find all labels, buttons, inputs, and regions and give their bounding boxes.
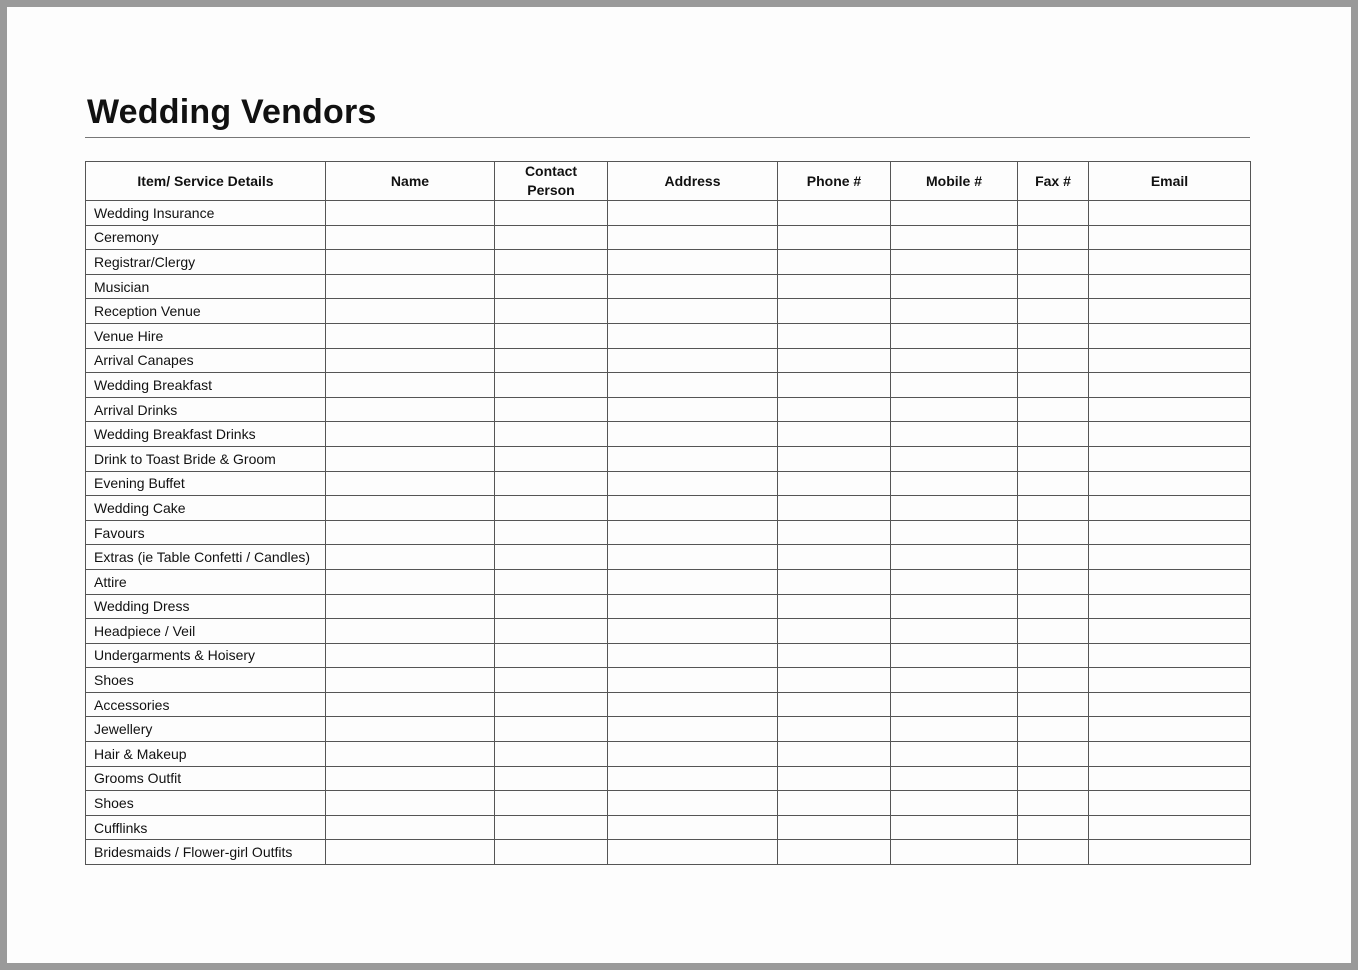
table-row bbox=[86, 397, 1251, 422]
table-row bbox=[86, 299, 1251, 324]
empty-cell[interactable] bbox=[1089, 422, 1251, 447]
empty-cell[interactable] bbox=[495, 373, 608, 398]
empty-cell[interactable] bbox=[326, 619, 495, 644]
empty-cell[interactable] bbox=[326, 496, 495, 521]
empty-cell[interactable] bbox=[778, 717, 891, 742]
empty-cell[interactable] bbox=[891, 815, 1018, 840]
empty-cell[interactable] bbox=[495, 496, 608, 521]
empty-cell[interactable] bbox=[1018, 496, 1089, 521]
empty-cell[interactable] bbox=[1018, 594, 1089, 619]
empty-cell[interactable] bbox=[891, 742, 1018, 767]
empty-cell[interactable] bbox=[778, 692, 891, 717]
item-cell: Evening Buffet bbox=[86, 471, 326, 496]
page-title: Wedding Vendors bbox=[87, 93, 377, 131]
empty-cell[interactable] bbox=[891, 225, 1018, 250]
empty-cell[interactable] bbox=[778, 545, 891, 570]
empty-cell[interactable] bbox=[608, 446, 778, 471]
table-row bbox=[86, 471, 1251, 496]
empty-cell[interactable] bbox=[891, 643, 1018, 668]
item-cell: Arrival Drinks bbox=[86, 397, 326, 422]
empty-cell[interactable] bbox=[495, 742, 608, 767]
empty-cell[interactable] bbox=[891, 201, 1018, 226]
column-header: Address bbox=[608, 162, 778, 201]
empty-cell[interactable] bbox=[891, 373, 1018, 398]
empty-cell[interactable] bbox=[608, 569, 778, 594]
empty-cell[interactable] bbox=[1089, 791, 1251, 816]
empty-cell[interactable] bbox=[778, 496, 891, 521]
empty-cell[interactable] bbox=[495, 569, 608, 594]
empty-cell[interactable] bbox=[608, 496, 778, 521]
empty-cell[interactable] bbox=[495, 840, 608, 865]
table-row bbox=[86, 692, 1251, 717]
empty-cell[interactable] bbox=[608, 766, 778, 791]
item-cell: Wedding Breakfast bbox=[86, 373, 326, 398]
empty-cell[interactable] bbox=[891, 766, 1018, 791]
empty-cell[interactable] bbox=[1018, 766, 1089, 791]
column-header: Contact Person bbox=[495, 162, 608, 201]
empty-cell[interactable] bbox=[326, 742, 495, 767]
table-row bbox=[86, 496, 1251, 521]
item-cell: Wedding Dress bbox=[86, 594, 326, 619]
empty-cell[interactable] bbox=[1089, 692, 1251, 717]
empty-cell[interactable] bbox=[608, 397, 778, 422]
empty-cell[interactable] bbox=[1018, 471, 1089, 496]
empty-cell[interactable] bbox=[891, 569, 1018, 594]
empty-cell[interactable] bbox=[1018, 348, 1089, 373]
empty-cell[interactable] bbox=[495, 422, 608, 447]
empty-cell[interactable] bbox=[891, 250, 1018, 275]
empty-cell[interactable] bbox=[608, 594, 778, 619]
empty-cell[interactable] bbox=[1018, 717, 1089, 742]
empty-cell[interactable] bbox=[608, 250, 778, 275]
empty-cell[interactable] bbox=[778, 766, 891, 791]
column-header: Fax # bbox=[1018, 162, 1089, 201]
item-cell: Venue Hire bbox=[86, 323, 326, 348]
empty-cell[interactable] bbox=[1089, 446, 1251, 471]
empty-cell[interactable] bbox=[1089, 323, 1251, 348]
table-row bbox=[86, 422, 1251, 447]
empty-cell[interactable] bbox=[778, 471, 891, 496]
empty-cell[interactable] bbox=[495, 766, 608, 791]
empty-cell[interactable] bbox=[1089, 668, 1251, 693]
empty-cell[interactable] bbox=[778, 815, 891, 840]
empty-cell[interactable] bbox=[778, 840, 891, 865]
empty-cell[interactable] bbox=[495, 348, 608, 373]
empty-cell[interactable] bbox=[326, 840, 495, 865]
empty-cell[interactable] bbox=[778, 619, 891, 644]
empty-cell[interactable] bbox=[1089, 520, 1251, 545]
item-cell: Hair & Makeup bbox=[86, 742, 326, 767]
empty-cell[interactable] bbox=[778, 791, 891, 816]
table-header-row bbox=[86, 162, 1251, 201]
empty-cell[interactable] bbox=[891, 496, 1018, 521]
item-cell: Shoes bbox=[86, 791, 326, 816]
empty-cell[interactable] bbox=[326, 815, 495, 840]
item-cell: Favours bbox=[86, 520, 326, 545]
table-row bbox=[86, 373, 1251, 398]
item-cell: Bridesmaids / Flower-girl Outfits bbox=[86, 840, 326, 865]
empty-cell[interactable] bbox=[326, 471, 495, 496]
empty-cell[interactable] bbox=[1089, 225, 1251, 250]
empty-cell[interactable] bbox=[891, 471, 1018, 496]
empty-cell[interactable] bbox=[1018, 250, 1089, 275]
empty-cell[interactable] bbox=[608, 299, 778, 324]
column-header: Item/ Service Details bbox=[86, 162, 326, 201]
empty-cell[interactable] bbox=[1018, 446, 1089, 471]
empty-cell[interactable] bbox=[495, 815, 608, 840]
empty-cell[interactable] bbox=[608, 520, 778, 545]
table-row bbox=[86, 619, 1251, 644]
item-cell: Wedding Insurance bbox=[86, 201, 326, 226]
item-cell: Wedding Breakfast Drinks bbox=[86, 422, 326, 447]
empty-cell[interactable] bbox=[1018, 323, 1089, 348]
empty-cell[interactable] bbox=[495, 201, 608, 226]
empty-cell[interactable] bbox=[1018, 225, 1089, 250]
empty-cell[interactable] bbox=[326, 373, 495, 398]
empty-cell[interactable] bbox=[1089, 250, 1251, 275]
table-row bbox=[86, 545, 1251, 570]
empty-cell[interactable] bbox=[1089, 496, 1251, 521]
empty-cell[interactable] bbox=[891, 274, 1018, 299]
table-row bbox=[86, 766, 1251, 791]
empty-cell[interactable] bbox=[891, 840, 1018, 865]
empty-cell[interactable] bbox=[326, 791, 495, 816]
table-row bbox=[86, 742, 1251, 767]
item-cell: Attire bbox=[86, 569, 326, 594]
item-cell: Registrar/Clergy bbox=[86, 250, 326, 275]
empty-cell[interactable] bbox=[608, 668, 778, 693]
empty-cell[interactable] bbox=[608, 471, 778, 496]
empty-cell[interactable] bbox=[891, 692, 1018, 717]
empty-cell[interactable] bbox=[891, 422, 1018, 447]
empty-cell[interactable] bbox=[1089, 742, 1251, 767]
item-cell: Drink to Toast Bride & Groom bbox=[86, 446, 326, 471]
empty-cell[interactable] bbox=[326, 717, 495, 742]
empty-cell[interactable] bbox=[1018, 815, 1089, 840]
empty-cell[interactable] bbox=[326, 225, 495, 250]
item-cell: Arrival Canapes bbox=[86, 348, 326, 373]
empty-cell[interactable] bbox=[495, 594, 608, 619]
vendors-table bbox=[85, 161, 1251, 865]
table-row bbox=[86, 840, 1251, 865]
empty-cell[interactable] bbox=[326, 274, 495, 299]
empty-cell[interactable] bbox=[891, 397, 1018, 422]
empty-cell[interactable] bbox=[326, 668, 495, 693]
empty-cell[interactable] bbox=[1018, 791, 1089, 816]
empty-cell[interactable] bbox=[1018, 201, 1089, 226]
empty-cell[interactable] bbox=[608, 373, 778, 398]
empty-cell[interactable] bbox=[778, 520, 891, 545]
empty-cell[interactable] bbox=[1089, 299, 1251, 324]
empty-cell[interactable] bbox=[326, 201, 495, 226]
empty-cell[interactable] bbox=[778, 373, 891, 398]
empty-cell[interactable] bbox=[778, 348, 891, 373]
empty-cell[interactable] bbox=[778, 594, 891, 619]
empty-cell[interactable] bbox=[1089, 840, 1251, 865]
empty-cell[interactable] bbox=[608, 422, 778, 447]
empty-cell[interactable] bbox=[495, 299, 608, 324]
empty-cell[interactable] bbox=[1089, 373, 1251, 398]
empty-cell[interactable] bbox=[778, 201, 891, 226]
empty-cell[interactable] bbox=[495, 692, 608, 717]
empty-cell[interactable] bbox=[1089, 471, 1251, 496]
empty-cell[interactable] bbox=[326, 594, 495, 619]
empty-cell[interactable] bbox=[1089, 643, 1251, 668]
item-cell: Reception Venue bbox=[86, 299, 326, 324]
empty-cell[interactable] bbox=[326, 422, 495, 447]
empty-cell[interactable] bbox=[608, 840, 778, 865]
empty-cell[interactable] bbox=[1018, 274, 1089, 299]
empty-cell[interactable] bbox=[608, 791, 778, 816]
empty-cell[interactable] bbox=[608, 274, 778, 299]
empty-cell[interactable] bbox=[608, 815, 778, 840]
column-header: Phone # bbox=[778, 162, 891, 201]
empty-cell[interactable] bbox=[326, 446, 495, 471]
empty-cell[interactable] bbox=[778, 323, 891, 348]
empty-cell[interactable] bbox=[326, 323, 495, 348]
empty-cell[interactable] bbox=[778, 569, 891, 594]
empty-cell[interactable] bbox=[1018, 668, 1089, 693]
column-header: Mobile # bbox=[891, 162, 1018, 201]
empty-cell[interactable] bbox=[495, 520, 608, 545]
empty-cell[interactable] bbox=[326, 250, 495, 275]
empty-cell[interactable] bbox=[1018, 520, 1089, 545]
empty-cell[interactable] bbox=[891, 299, 1018, 324]
table-row bbox=[86, 569, 1251, 594]
empty-cell[interactable] bbox=[608, 225, 778, 250]
table-row bbox=[86, 643, 1251, 668]
empty-cell[interactable] bbox=[891, 619, 1018, 644]
empty-cell[interactable] bbox=[891, 594, 1018, 619]
empty-cell[interactable] bbox=[495, 791, 608, 816]
item-cell: Undergarments & Hoisery bbox=[86, 643, 326, 668]
item-cell: Jewellery bbox=[86, 717, 326, 742]
table-row bbox=[86, 201, 1251, 226]
empty-cell[interactable] bbox=[1018, 545, 1089, 570]
table-row bbox=[86, 348, 1251, 373]
empty-cell[interactable] bbox=[326, 692, 495, 717]
empty-cell[interactable] bbox=[326, 520, 495, 545]
empty-cell[interactable] bbox=[326, 348, 495, 373]
empty-cell[interactable] bbox=[1089, 397, 1251, 422]
table-row bbox=[86, 323, 1251, 348]
empty-cell[interactable] bbox=[495, 446, 608, 471]
empty-cell[interactable] bbox=[495, 471, 608, 496]
empty-cell[interactable] bbox=[891, 323, 1018, 348]
empty-cell[interactable] bbox=[326, 397, 495, 422]
column-header: Name bbox=[326, 162, 495, 201]
empty-cell[interactable] bbox=[495, 643, 608, 668]
item-cell: Accessories bbox=[86, 692, 326, 717]
empty-cell[interactable] bbox=[495, 545, 608, 570]
empty-cell[interactable] bbox=[495, 274, 608, 299]
item-cell: Ceremony bbox=[86, 225, 326, 250]
document-page bbox=[7, 7, 1351, 963]
empty-cell[interactable] bbox=[1018, 643, 1089, 668]
empty-cell[interactable] bbox=[495, 668, 608, 693]
empty-cell[interactable] bbox=[1018, 422, 1089, 447]
empty-cell[interactable] bbox=[1089, 274, 1251, 299]
empty-cell[interactable] bbox=[891, 791, 1018, 816]
empty-cell[interactable] bbox=[495, 250, 608, 275]
empty-cell[interactable] bbox=[495, 619, 608, 644]
empty-cell[interactable] bbox=[495, 225, 608, 250]
table-row bbox=[86, 594, 1251, 619]
empty-cell[interactable] bbox=[326, 766, 495, 791]
empty-cell[interactable] bbox=[326, 299, 495, 324]
empty-cell[interactable] bbox=[608, 742, 778, 767]
table-row bbox=[86, 250, 1251, 275]
table-row bbox=[86, 225, 1251, 250]
empty-cell[interactable] bbox=[1018, 742, 1089, 767]
item-cell: Extras (ie Table Confetti / Candles) bbox=[86, 545, 326, 570]
empty-cell[interactable] bbox=[608, 323, 778, 348]
empty-cell[interactable] bbox=[608, 643, 778, 668]
empty-cell[interactable] bbox=[608, 619, 778, 644]
empty-cell[interactable] bbox=[1089, 348, 1251, 373]
empty-cell[interactable] bbox=[1018, 397, 1089, 422]
column-header: Email bbox=[1089, 162, 1251, 201]
empty-cell[interactable] bbox=[778, 742, 891, 767]
empty-cell[interactable] bbox=[1018, 692, 1089, 717]
empty-cell[interactable] bbox=[326, 643, 495, 668]
empty-cell[interactable] bbox=[608, 348, 778, 373]
table-row bbox=[86, 791, 1251, 816]
table-row bbox=[86, 668, 1251, 693]
empty-cell[interactable] bbox=[495, 323, 608, 348]
empty-cell[interactable] bbox=[778, 299, 891, 324]
empty-cell[interactable] bbox=[1089, 619, 1251, 644]
item-cell: Wedding Cake bbox=[86, 496, 326, 521]
empty-cell[interactable] bbox=[778, 274, 891, 299]
empty-cell[interactable] bbox=[1018, 619, 1089, 644]
table-row bbox=[86, 815, 1251, 840]
item-cell: Cufflinks bbox=[86, 815, 326, 840]
empty-cell[interactable] bbox=[495, 717, 608, 742]
empty-cell[interactable] bbox=[608, 692, 778, 717]
empty-cell[interactable] bbox=[891, 717, 1018, 742]
empty-cell[interactable] bbox=[608, 717, 778, 742]
empty-cell[interactable] bbox=[608, 545, 778, 570]
table-row bbox=[86, 717, 1251, 742]
empty-cell[interactable] bbox=[778, 397, 891, 422]
empty-cell[interactable] bbox=[1018, 299, 1089, 324]
empty-cell[interactable] bbox=[1089, 545, 1251, 570]
empty-cell[interactable] bbox=[1089, 717, 1251, 742]
empty-cell[interactable] bbox=[1018, 569, 1089, 594]
empty-cell[interactable] bbox=[1089, 569, 1251, 594]
table-row bbox=[86, 446, 1251, 471]
item-cell: Musician bbox=[86, 274, 326, 299]
empty-cell[interactable] bbox=[778, 422, 891, 447]
empty-cell[interactable] bbox=[326, 569, 495, 594]
empty-cell[interactable] bbox=[1089, 766, 1251, 791]
empty-cell[interactable] bbox=[891, 520, 1018, 545]
empty-cell[interactable] bbox=[1089, 594, 1251, 619]
empty-cell[interactable] bbox=[891, 348, 1018, 373]
title-divider bbox=[85, 137, 1250, 138]
empty-cell[interactable] bbox=[1018, 840, 1089, 865]
table-row bbox=[86, 274, 1251, 299]
table-row bbox=[86, 520, 1251, 545]
empty-cell[interactable] bbox=[495, 397, 608, 422]
empty-cell[interactable] bbox=[1089, 815, 1251, 840]
item-cell: Shoes bbox=[86, 668, 326, 693]
empty-cell[interactable] bbox=[891, 446, 1018, 471]
empty-cell[interactable] bbox=[1018, 373, 1089, 398]
item-cell: Grooms Outfit bbox=[86, 766, 326, 791]
empty-cell[interactable] bbox=[608, 201, 778, 226]
empty-cell[interactable] bbox=[326, 545, 495, 570]
empty-cell[interactable] bbox=[778, 446, 891, 471]
empty-cell[interactable] bbox=[778, 643, 891, 668]
empty-cell[interactable] bbox=[891, 545, 1018, 570]
empty-cell[interactable] bbox=[778, 250, 891, 275]
empty-cell[interactable] bbox=[778, 668, 891, 693]
empty-cell[interactable] bbox=[1089, 201, 1251, 226]
item-cell: Headpiece / Veil bbox=[86, 619, 326, 644]
empty-cell[interactable] bbox=[778, 225, 891, 250]
empty-cell[interactable] bbox=[891, 668, 1018, 693]
